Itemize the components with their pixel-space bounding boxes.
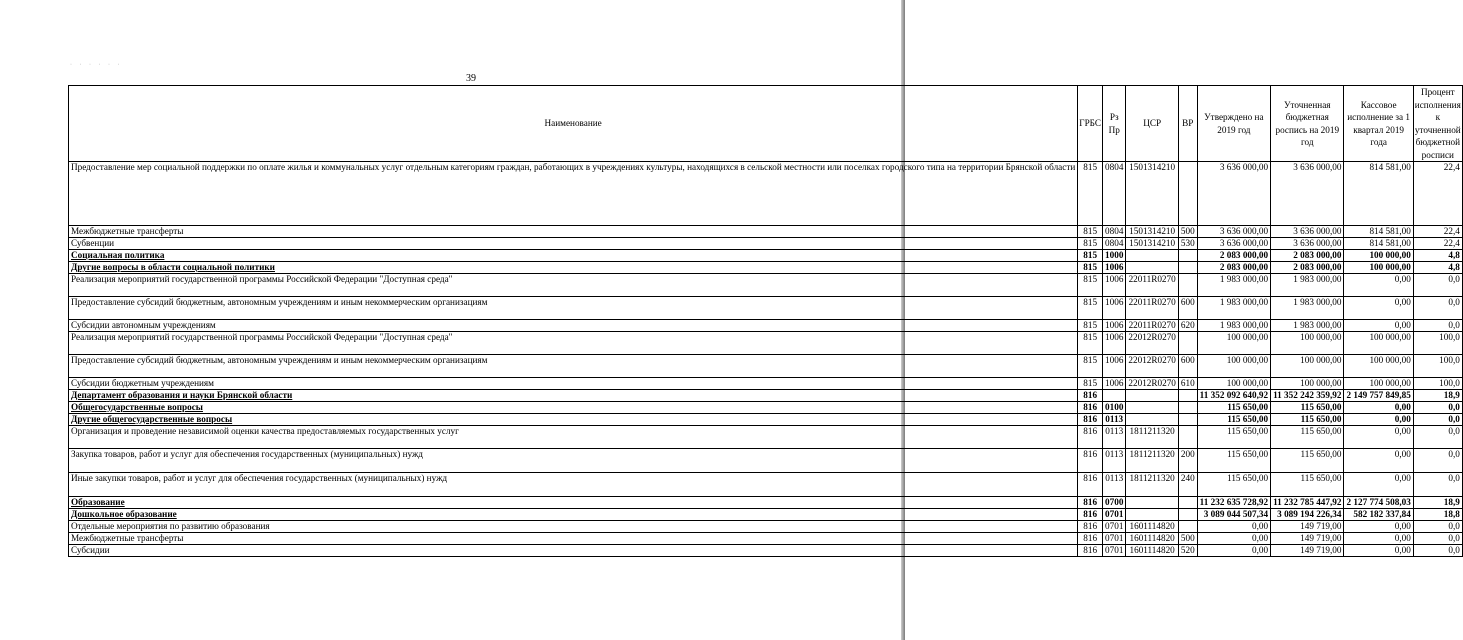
cell-name: Организация и проведение независимой оценки качества предоставляемых государственных услуг: [69, 426, 1078, 449]
cell-csr: 22011R0270: [1126, 274, 1178, 297]
cell-cash: 0,00: [1344, 274, 1413, 297]
cell-csr: 1501314210: [1126, 226, 1178, 238]
cell-csr: [1126, 402, 1178, 414]
cell-vr: [1178, 521, 1197, 533]
cell-refined: 115 650,00: [1271, 414, 1344, 426]
cell-rzpr: 0804: [1103, 226, 1126, 238]
cell-name: Субсидии: [69, 545, 1078, 557]
cell-refined: 1 983 000,00: [1271, 320, 1344, 332]
cell-cash: 2 149 757 849,85: [1344, 390, 1413, 402]
cell-cash: 0,00: [1344, 402, 1413, 414]
cell-rzpr: 1006: [1103, 332, 1126, 355]
cell-rzpr: 0804: [1103, 162, 1126, 226]
cell-name: Реализация мероприятий государственной программы Российской Федерации "Доступная среда": [69, 274, 1078, 297]
cell-percent: 0,0: [1413, 414, 1462, 426]
header-rzpr: Рз Пр: [1103, 86, 1126, 162]
cell-rzpr: 1006: [1103, 320, 1126, 332]
cell-refined: 3 636 000,00: [1271, 162, 1344, 226]
cell-grbs: 816: [1078, 414, 1103, 426]
cell-vr: [1178, 402, 1197, 414]
cell-grbs: 815: [1078, 226, 1103, 238]
cell-percent: 0,0: [1413, 274, 1462, 297]
cell-percent: 22,4: [1413, 226, 1462, 238]
table-body: [69, 162, 1463, 557]
cell-percent: 4,8: [1413, 250, 1462, 262]
cell-approved: 11 352 092 640,92: [1197, 390, 1270, 402]
table-row: [69, 533, 1463, 545]
cell-name: Отдельные мероприятия по развитию образования: [69, 521, 1078, 533]
cell-percent: 0,0: [1413, 297, 1462, 320]
cell-csr: [1126, 390, 1178, 402]
cell-vr: [1178, 162, 1197, 226]
cell-vr: 200: [1178, 449, 1197, 473]
cell-grbs: 815: [1078, 297, 1103, 320]
cell-percent: 0,0: [1413, 426, 1462, 449]
cell-cash: 0,00: [1344, 533, 1413, 545]
table-row: [69, 332, 1463, 355]
cell-vr: 500: [1178, 533, 1197, 545]
cell-percent: 0,0: [1413, 402, 1462, 414]
cell-csr: 1501314210: [1126, 162, 1178, 226]
cell-percent: 100,0: [1413, 378, 1462, 390]
budget-table: [68, 85, 1463, 557]
cell-approved: 3 089 044 507,34: [1197, 509, 1270, 521]
cell-percent: 100,0: [1413, 355, 1462, 378]
cell-name: Другие общегосударственные вопросы: [69, 414, 1078, 426]
cell-approved: 115 650,00: [1197, 426, 1270, 449]
cell-approved: 3 636 000,00: [1197, 226, 1270, 238]
cell-name: Социальная политика: [69, 250, 1078, 262]
table-row: [69, 545, 1463, 557]
cell-name: Образование: [69, 497, 1078, 509]
cell-approved: 1 983 000,00: [1197, 320, 1270, 332]
cell-approved: 3 636 000,00: [1197, 238, 1270, 250]
cell-name: Закупка товаров, работ и услуг для обеспечения государственных (муниципальных) нужд: [69, 449, 1078, 473]
cell-name: Предоставление субсидий бюджетным, автономным учреждениям и иным некоммерческим организациям: [69, 297, 1078, 320]
cell-percent: 0,0: [1413, 545, 1462, 557]
table-row: [69, 162, 1463, 226]
cell-grbs: 816: [1078, 509, 1103, 521]
cell-refined: 100 000,00: [1271, 355, 1344, 378]
cell-rzpr: 0113: [1103, 414, 1126, 426]
header-cash: Кассовое исполнение за 1 квартал 2019 года: [1344, 86, 1413, 162]
table-row: [69, 297, 1463, 320]
cell-percent: 18,8: [1413, 509, 1462, 521]
cell-name: Департамент образования и науки Брянской области: [69, 390, 1078, 402]
cell-grbs: 816: [1078, 402, 1103, 414]
cell-grbs: 815: [1078, 355, 1103, 378]
cell-vr: [1178, 250, 1197, 262]
cell-cash: 814 581,00: [1344, 162, 1413, 226]
cell-rzpr: 1006: [1103, 297, 1126, 320]
cell-percent: 0,0: [1413, 473, 1462, 497]
cell-percent: 0,0: [1413, 521, 1462, 533]
cell-approved: 2 083 000,00: [1197, 262, 1270, 274]
cell-vr: [1178, 426, 1197, 449]
cell-grbs: 816: [1078, 533, 1103, 545]
cell-csr: [1126, 414, 1178, 426]
cell-name: Иные закупки товаров, работ и услуг для обеспечения государственных (муниципальных) нужд: [69, 473, 1078, 497]
cell-refined: 11 352 242 359,92: [1271, 390, 1344, 402]
cell-refined: 100 000,00: [1271, 378, 1344, 390]
table-row: [69, 274, 1463, 297]
header-approved: Утверждено на 2019 год: [1197, 86, 1270, 162]
cell-rzpr: 0701: [1103, 533, 1126, 545]
cell-name: Межбюджетные трансферты: [69, 533, 1078, 545]
cell-cash: 0,00: [1344, 320, 1413, 332]
cell-csr: [1126, 497, 1178, 509]
cell-refined: 2 083 000,00: [1271, 262, 1344, 274]
cell-rzpr: 0701: [1103, 521, 1126, 533]
cell-rzpr: 0113: [1103, 449, 1126, 473]
cell-grbs: 815: [1078, 162, 1103, 226]
cell-vr: 530: [1178, 238, 1197, 250]
cell-name: Дошкольное образование: [69, 509, 1078, 521]
table-row: [69, 426, 1463, 449]
cell-grbs: 815: [1078, 250, 1103, 262]
cell-refined: 2 083 000,00: [1271, 250, 1344, 262]
cell-cash: 100 000,00: [1344, 355, 1413, 378]
cell-csr: 1601114820: [1126, 545, 1178, 557]
cell-vr: [1178, 332, 1197, 355]
cell-cash: 0,00: [1344, 414, 1413, 426]
cell-vr: [1178, 274, 1197, 297]
cell-refined: 3 636 000,00: [1271, 238, 1344, 250]
cell-csr: 1811211320: [1126, 473, 1178, 497]
header-vr: ВР: [1178, 86, 1197, 162]
cell-approved: 115 650,00: [1197, 449, 1270, 473]
cell-cash: 0,00: [1344, 521, 1413, 533]
cell-approved: 11 232 635 728,92: [1197, 497, 1270, 509]
cell-refined: 149 719,00: [1271, 533, 1344, 545]
cell-grbs: 815: [1078, 262, 1103, 274]
cell-vr: [1178, 497, 1197, 509]
cell-percent: 100,0: [1413, 332, 1462, 355]
cell-grbs: 815: [1078, 238, 1103, 250]
cell-grbs: 816: [1078, 473, 1103, 497]
cell-approved: 1 983 000,00: [1197, 297, 1270, 320]
table-row: [69, 390, 1463, 402]
cell-cash: 2 127 774 508,03: [1344, 497, 1413, 509]
cell-cash: 0,00: [1344, 426, 1413, 449]
cell-refined: 149 719,00: [1271, 545, 1344, 557]
cell-cash: 100 000,00: [1344, 332, 1413, 355]
cell-cash: 100 000,00: [1344, 378, 1413, 390]
cell-vr: 520: [1178, 545, 1197, 557]
cell-refined: 115 650,00: [1271, 426, 1344, 449]
cell-approved: 100 000,00: [1197, 378, 1270, 390]
cell-vr: 600: [1178, 355, 1197, 378]
corner-mark: · · · · · ·: [70, 62, 123, 68]
cell-cash: 0,00: [1344, 545, 1413, 557]
cell-grbs: 816: [1078, 521, 1103, 533]
cell-vr: [1178, 414, 1197, 426]
cell-grbs: 816: [1078, 449, 1103, 473]
cell-refined: 115 650,00: [1271, 449, 1344, 473]
table-row: [69, 262, 1463, 274]
cell-cash: 0,00: [1344, 297, 1413, 320]
cell-grbs: 815: [1078, 378, 1103, 390]
cell-rzpr: 1006: [1103, 274, 1126, 297]
cell-name: Реализация мероприятий государственной программы Российской Федерации "Доступная среда": [69, 332, 1078, 355]
cell-approved: 115 650,00: [1197, 402, 1270, 414]
cell-csr: [1126, 509, 1178, 521]
cell-rzpr: 0701: [1103, 545, 1126, 557]
cell-rzpr: 0804: [1103, 238, 1126, 250]
cell-refined: 149 719,00: [1271, 521, 1344, 533]
cell-csr: 22011R0270: [1126, 320, 1178, 332]
cell-refined: 3 636 000,00: [1271, 226, 1344, 238]
cell-refined: 100 000,00: [1271, 332, 1344, 355]
cell-name: Предоставление мер социальной поддержки по оплате жилья и коммунальных услуг отдельным категориям граждан, работающих в учреждениях культуры, находящихся в сельской местности или поселках городского типа на территории Брянской области: [69, 162, 1078, 226]
header-grbs: ГРБС: [1078, 86, 1103, 162]
cell-rzpr: 0701: [1103, 509, 1126, 521]
cell-vr: [1178, 390, 1197, 402]
cell-csr: 1501314210: [1126, 238, 1178, 250]
table-row: [69, 250, 1463, 262]
table-row: [69, 473, 1463, 497]
cell-csr: [1126, 262, 1178, 274]
cell-cash: 814 581,00: [1344, 238, 1413, 250]
cell-rzpr: [1103, 390, 1126, 402]
cell-name: Общегосударственные вопросы: [69, 402, 1078, 414]
cell-csr: 1811211320: [1126, 426, 1178, 449]
cell-grbs: 815: [1078, 274, 1103, 297]
cell-csr: 1601114820: [1126, 533, 1178, 545]
cell-approved: 0,00: [1197, 545, 1270, 557]
cell-csr: 1811211320: [1126, 449, 1178, 473]
cell-percent: 0,0: [1413, 533, 1462, 545]
cell-approved: 115 650,00: [1197, 473, 1270, 497]
table-row: [69, 355, 1463, 378]
cell-vr: [1178, 509, 1197, 521]
cell-refined: 115 650,00: [1271, 402, 1344, 414]
cell-grbs: 816: [1078, 426, 1103, 449]
cell-approved: 1 983 000,00: [1197, 274, 1270, 297]
table-row: [69, 509, 1463, 521]
table-row: [69, 414, 1463, 426]
cell-csr: 22012R0270: [1126, 355, 1178, 378]
cell-csr: 22012R0270: [1126, 378, 1178, 390]
cell-name: Межбюджетные трансферты: [69, 226, 1078, 238]
header-percent: Процент исполнения к уточненной бюджетной росписи: [1414, 87, 1461, 160]
cell-rzpr: 0700: [1103, 497, 1126, 509]
table-row: [69, 320, 1463, 332]
cell-name: Субсидии бюджетным учреждениям: [69, 378, 1078, 390]
cell-vr: [1178, 262, 1197, 274]
cell-percent: 18,9: [1413, 497, 1462, 509]
cell-refined: 115 650,00: [1271, 473, 1344, 497]
cell-grbs: 815: [1078, 320, 1103, 332]
cell-cash: 100 000,00: [1344, 250, 1413, 262]
cell-approved: 100 000,00: [1197, 355, 1270, 378]
cell-name: Предоставление субсидий бюджетным, автономным учреждениям и иным некоммерческим организациям: [69, 355, 1078, 378]
table-header-row: [69, 86, 1463, 162]
page-number: 39: [466, 73, 476, 84]
cell-vr: 610: [1178, 378, 1197, 390]
cell-percent: 22,4: [1413, 162, 1462, 226]
cell-vr: 600: [1178, 297, 1197, 320]
header-csr: ЦСР: [1126, 86, 1178, 162]
cell-grbs: 816: [1078, 545, 1103, 557]
cell-cash: 582 182 337,84: [1344, 509, 1413, 521]
cell-rzpr: 1006: [1103, 355, 1126, 378]
table-row: [69, 378, 1463, 390]
cell-approved: 100 000,00: [1197, 332, 1270, 355]
cell-vr: 620: [1178, 320, 1197, 332]
cell-vr: 500: [1178, 226, 1197, 238]
cell-rzpr: 1000: [1103, 250, 1126, 262]
table-row: [69, 402, 1463, 414]
cell-rzpr: 1006: [1103, 262, 1126, 274]
cell-csr: [1126, 250, 1178, 262]
cell-vr: 240: [1178, 473, 1197, 497]
cell-grbs: 816: [1078, 390, 1103, 402]
cell-percent: 4,8: [1413, 262, 1462, 274]
cell-rzpr: 0113: [1103, 426, 1126, 449]
cell-approved: 2 083 000,00: [1197, 250, 1270, 262]
cell-refined: 1 983 000,00: [1271, 274, 1344, 297]
cell-cash: 0,00: [1344, 473, 1413, 497]
cell-grbs: 816: [1078, 497, 1103, 509]
cell-approved: 115 650,00: [1197, 414, 1270, 426]
cell-rzpr: 0100: [1103, 402, 1126, 414]
cell-refined: 1 983 000,00: [1271, 297, 1344, 320]
header-refined: Уточненная бюджетная роспись на 2019 год: [1271, 86, 1344, 162]
cell-rzpr: 0113: [1103, 473, 1126, 497]
table-row: [69, 238, 1463, 250]
header-name: Наименование: [69, 86, 1078, 162]
cell-refined: 3 089 194 226,34: [1271, 509, 1344, 521]
table-row: [69, 449, 1463, 473]
cell-approved: 0,00: [1197, 521, 1270, 533]
cell-cash: 100 000,00: [1344, 262, 1413, 274]
cell-percent: 0,0: [1413, 320, 1462, 332]
cell-approved: 0,00: [1197, 533, 1270, 545]
cell-csr: 22011R0270: [1126, 297, 1178, 320]
cell-percent: 22,4: [1413, 238, 1462, 250]
cell-csr: 1601114820: [1126, 521, 1178, 533]
cell-name: Субвенции: [69, 238, 1078, 250]
cell-refined: 11 232 785 447,92: [1271, 497, 1344, 509]
cell-name: Субсидии автономным учреждениям: [69, 320, 1078, 332]
cell-approved: 3 636 000,00: [1197, 162, 1270, 226]
cell-name: Другие вопросы в области социальной политики: [69, 262, 1078, 274]
cell-percent: 18,9: [1413, 390, 1462, 402]
cell-grbs: 815: [1078, 332, 1103, 355]
cell-cash: 814 581,00: [1344, 226, 1413, 238]
cell-csr: 22012R0270: [1126, 332, 1178, 355]
cell-percent: 0,0: [1413, 449, 1462, 473]
table-row: [69, 497, 1463, 509]
cell-rzpr: 1006: [1103, 378, 1126, 390]
table-row: [69, 226, 1463, 238]
cell-cash: 0,00: [1344, 449, 1413, 473]
table-row: [69, 521, 1463, 533]
